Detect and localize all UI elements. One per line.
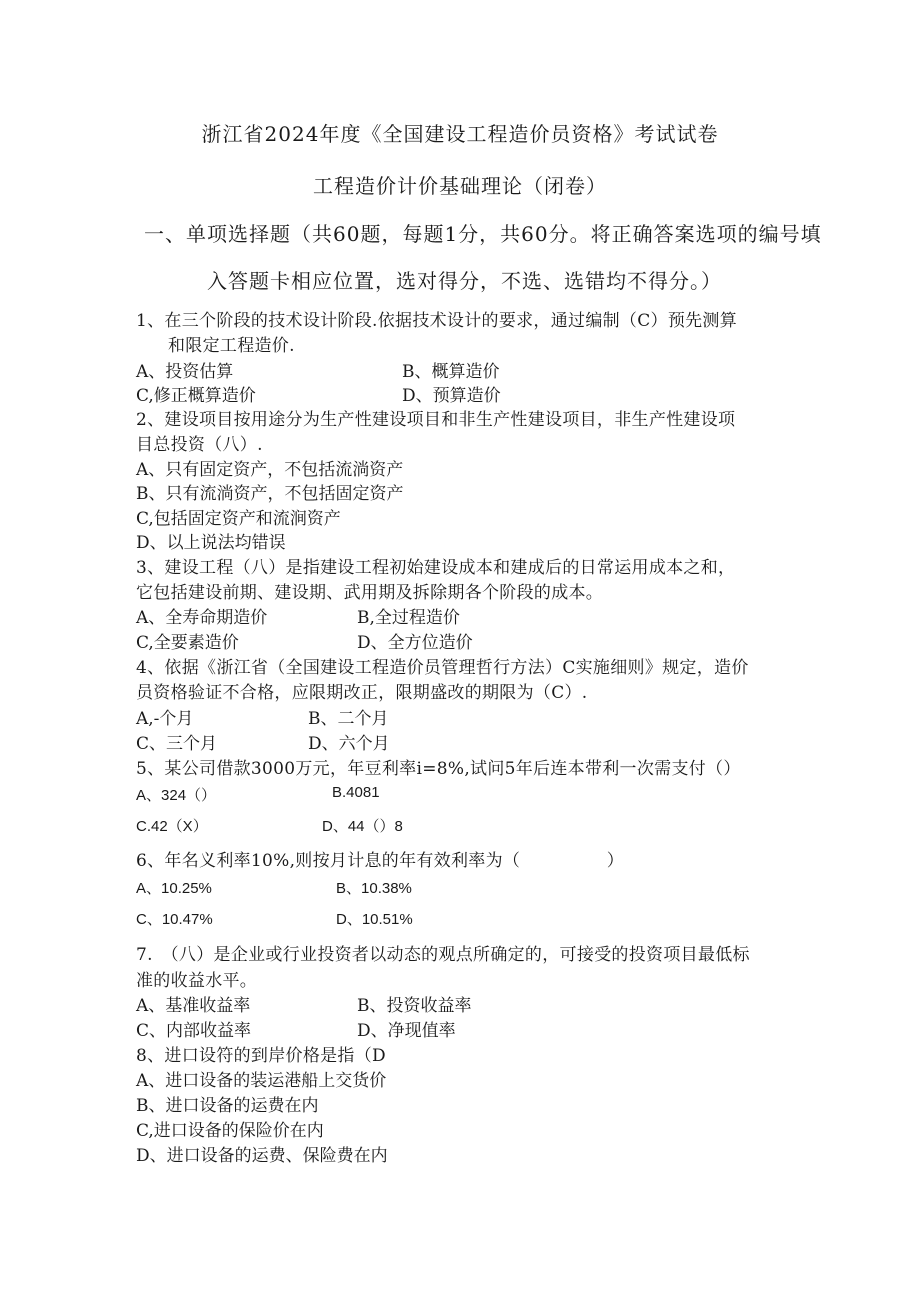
- q1-stem-line2: 和限定工程造价.: [168, 336, 295, 356]
- q1-stem-line1: 1、在三个阶段的技术设计阶段.依据技术设计的要求，通过编制（C）预先测算: [136, 311, 738, 331]
- section-heading-line2: 入答题卡相应位置，选对得分，不选、选错均不得分。）: [207, 269, 722, 293]
- q3-stem-line1: 3、建设工程（八）是指建设工程初始建设成本和建成后的日常运用成本之和，: [136, 558, 736, 578]
- q5-stem-line1: 5、某公司借款3000万元，年豆利率i=8%,试问5年后连本带利一次需支付（）: [136, 759, 741, 779]
- q5-option-c: C.42（X）: [136, 818, 208, 835]
- q2-option-b: B、只有流淌资产，不包括固定资产: [136, 484, 404, 504]
- exam-subtitle: 工程造价计价基础理论（闭卷）: [313, 174, 607, 198]
- q1-option-c: C,修正概算造价: [136, 386, 256, 406]
- q2-stem-line2: 目总投资（八）.: [136, 435, 263, 455]
- q6-option-b: B、10.38%: [336, 880, 412, 897]
- q7-option-a: A、基准收益率: [136, 996, 251, 1016]
- q5-option-d: D、44（）8: [322, 818, 403, 835]
- q3-option-b: B,全过程造价: [357, 608, 460, 628]
- q3-option-d: D、全方位造价: [357, 633, 473, 653]
- q7-stem-line2: 准的收益水平。: [136, 971, 258, 991]
- q8-stem-line1: 8、进口设符的到岸价格是指（D: [136, 1046, 386, 1066]
- q2-option-d: D、以上说法均错误: [136, 533, 286, 553]
- q4-stem-line1: 4、依据《浙江省（全国建设工程造价员管理哲行方法）C实施细则》规定，造价: [136, 658, 749, 678]
- q2-stem-line1: 2、建设项目按用途分为生产性建设项目和非生产性建设项目，非生产性建设项: [136, 410, 736, 430]
- q1-option-d: D、预算造价: [402, 386, 501, 406]
- q5-option-a: A、324（）: [136, 787, 217, 804]
- q1-option-a: A、投资估算: [136, 362, 234, 382]
- section-heading-line1: 一、单项选择题（共60题，每题1分，共60分。将正确答案选项的编号填: [144, 222, 822, 246]
- q6-option-c: C、10.47%: [136, 911, 213, 928]
- q7-option-b: B、投资收益率: [357, 996, 472, 1016]
- q6-option-a: A、10.25%: [136, 880, 212, 897]
- q7-stem-line1: 7. （八）是企业或行业投资者以动态的观点所确定的，可接受的投资项目最低标: [136, 945, 750, 965]
- q7-option-d: D、净现值率: [357, 1021, 456, 1041]
- q6-stem-line1: 6、年名义利率10%,则按月计息的年有效利率为（ ）: [136, 851, 625, 871]
- q4-stem-line2: 员资格验证不合格，应限期改正，限期盛改的期限为（C）.: [136, 683, 588, 703]
- q3-option-c: C,全要素造价: [136, 633, 239, 653]
- q8-option-c: C,进口设备的保险价在内: [136, 1121, 324, 1141]
- q3-option-a: A、全寿命期造价: [136, 608, 268, 628]
- q4-option-d: D、六个月: [308, 734, 390, 754]
- q5-option-b: B.4081: [332, 784, 380, 801]
- q4-option-c: C、三个月: [136, 734, 218, 754]
- q4-option-b: B、二个月: [308, 709, 389, 729]
- q2-option-a: A、只有固定资产，不包括流淌资产: [136, 460, 404, 480]
- q7-option-c: C、内部收益率: [136, 1021, 252, 1041]
- q8-option-d: D、进口设备的运费、保险费在内: [136, 1146, 388, 1166]
- q6-option-d: D、10.51%: [336, 911, 413, 928]
- q1-option-b: B、概算造价: [402, 362, 500, 382]
- q4-option-a: A,-个月: [136, 709, 194, 729]
- q8-option-b: B、进口设备的运费在内: [136, 1096, 319, 1116]
- q8-option-a: A、进口设备的装运港船上交货价: [136, 1071, 387, 1091]
- exam-title: 浙江省2024年度《全国建设工程造价员资格》考试试卷: [201, 122, 719, 146]
- q3-stem-line2: 它包括建设前期、建设期、武用期及拆除期各个阶段的成本。: [136, 583, 604, 603]
- q2-option-c: C,包括固定资产和流涧资产: [136, 509, 341, 529]
